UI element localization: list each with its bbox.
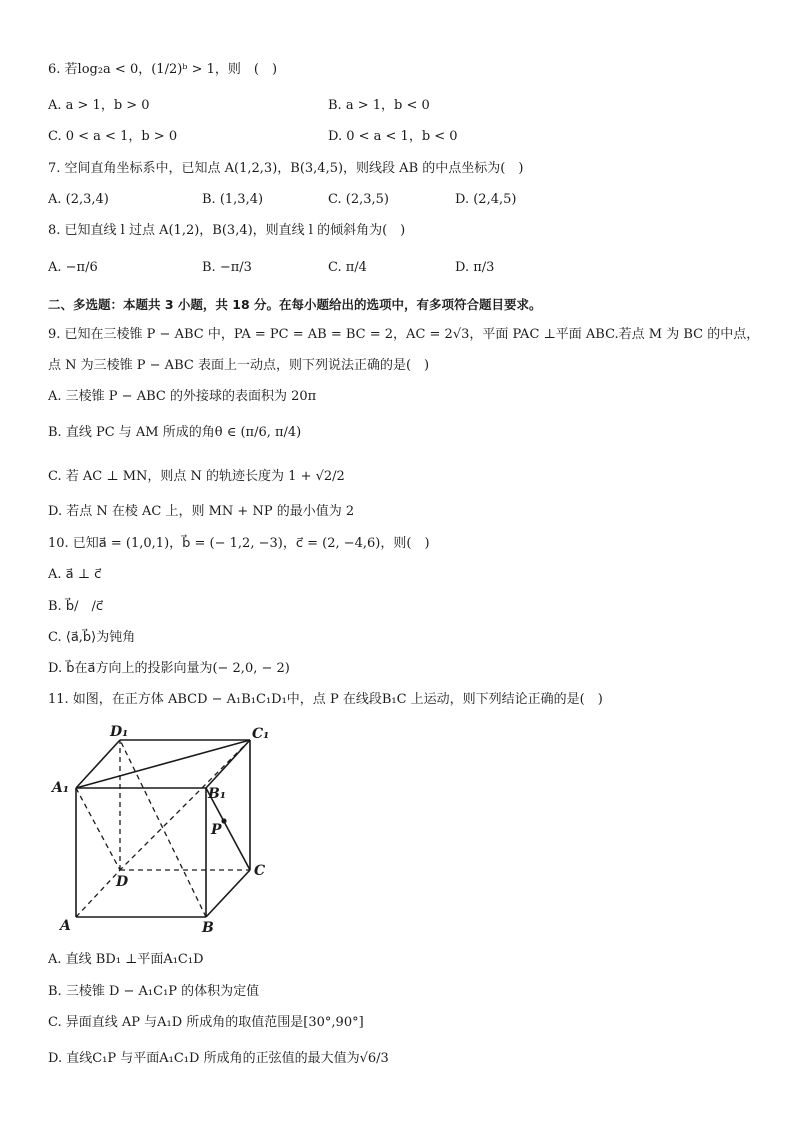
label-A: A [60, 918, 71, 934]
q7-option-a: A. (2,3,4) [48, 192, 109, 207]
edge-B-C [206, 870, 250, 917]
edge-A1-D1 [76, 740, 120, 788]
q11-stem: 11. 如图，在正方体 ABCD − A₁B₁C₁D₁中，点 P 在线段B₁C 上运动，则下列结论正确的是( ) [48, 692, 603, 707]
label-D1: D₁ [110, 724, 129, 740]
q8-option-d: D. π/3 [455, 260, 495, 275]
label-C1: C₁ [252, 726, 270, 742]
segment-C1-D [120, 740, 250, 870]
label-D: D [116, 874, 129, 890]
q9-stem-1: 9. 已知在三棱锥 P − ABC 中，PA = PC = AB = BC = 2，AC = 2√3，平面 PAC ⊥平面 ABC.若点 M 为 BC 的中点， [48, 327, 760, 342]
segment-A1-C1 [76, 740, 250, 788]
label-B1: B₁ [208, 786, 226, 802]
label-B: B [202, 920, 214, 936]
segment-B-D1 [120, 740, 206, 917]
q6-option-a: A. a > 1，b > 0 [48, 98, 150, 113]
q10-option-b: B. b⃗/ /c⃗ [48, 599, 103, 614]
q7-option-d: D. (2,4,5) [455, 192, 517, 207]
q8-option-a: A. −π/6 [48, 260, 98, 275]
q6-option-d: D. 0 < a < 1，b < 0 [328, 129, 458, 144]
q9-stem-2: 点 N 为三棱锥 P − ABC 表面上一动点，则下列说法正确的是( ) [48, 358, 430, 373]
q11-option-b: B. 三棱锥 D − A₁C₁P 的体积为定值 [48, 984, 260, 999]
label-A1: A₁ [52, 780, 69, 796]
q11-option-d: D. 直线C₁P 与平面A₁C₁D 所成角的正弦值的最大值为√6/3 [48, 1051, 389, 1066]
q6-option-b: B. a > 1，b < 0 [328, 98, 430, 113]
q6-stem: 6. 若log₂a < 0，(1/2)ᵇ > 1，则 ( ) [48, 62, 278, 77]
q10-option-c: C. ⟨a⃗,b⃗⟩为钝角 [48, 630, 136, 645]
section-heading: 二、多选题：本题共 3 小题，共 18 分。在每小题给出的选项中，有多项符合题目要求。 [48, 297, 542, 312]
edge-A-D [76, 870, 120, 917]
q10-stem: 10. 已知a⃗ = (1,0,1)，b⃗ = (− 1,2, −3)，c⃗ = (2, −4,6)，则( ) [48, 536, 430, 551]
point-P [221, 818, 226, 823]
q8-stem: 8. 已知直线 l 过点 A(1,2)，B(3,4)，则直线 l 的倾斜角为( ) [48, 223, 406, 238]
q7-option-b: B. (1,3,4) [202, 192, 264, 207]
cube-figure [48, 720, 288, 940]
q10-option-d: D. b⃗在a⃗方向上的投影向量为(− 2,0, − 2) [48, 661, 290, 676]
q6-option-c: C. 0 < a < 1，b > 0 [48, 129, 178, 144]
q11-option-c: C. 异面直线 AP 与A₁D 所成角的取值范围是[30°,90°] [48, 1015, 364, 1030]
q8-option-c: C. π/4 [328, 260, 367, 275]
q10-option-a: A. a⃗ ⊥ c⃗ [48, 567, 102, 582]
label-P: P [211, 822, 222, 838]
segment-A1-D [76, 788, 120, 870]
q11-option-a: A. 直线 BD₁ ⊥平面A₁C₁D [48, 952, 204, 967]
q9-option-a: A. 三棱锥 P − ABC 的外接球的表面积为 20π [48, 389, 317, 404]
q9-option-d: D. 若点 N 在棱 AC 上，则 MN + NP 的最小值为 2 [48, 504, 355, 519]
q7-option-c: C. (2,3,5) [328, 192, 389, 207]
q9-option-c: C. 若 AC ⊥ MN，则点 N 的轨迹长度为 1 + √2/2 [48, 469, 345, 484]
cube-diagram [48, 720, 288, 940]
q7-stem: 7. 空间直角坐标系中，已知点 A(1,2,3)，B(3,4,5)，则线段 AB 的中点坐标为( ) [48, 161, 524, 176]
q9-option-b: B. 直线 PC 与 AM 所成的角θ ∈ (π/6, π/4) [48, 425, 302, 440]
label-C: C [254, 863, 266, 879]
q8-option-b: B. −π/3 [202, 260, 252, 275]
